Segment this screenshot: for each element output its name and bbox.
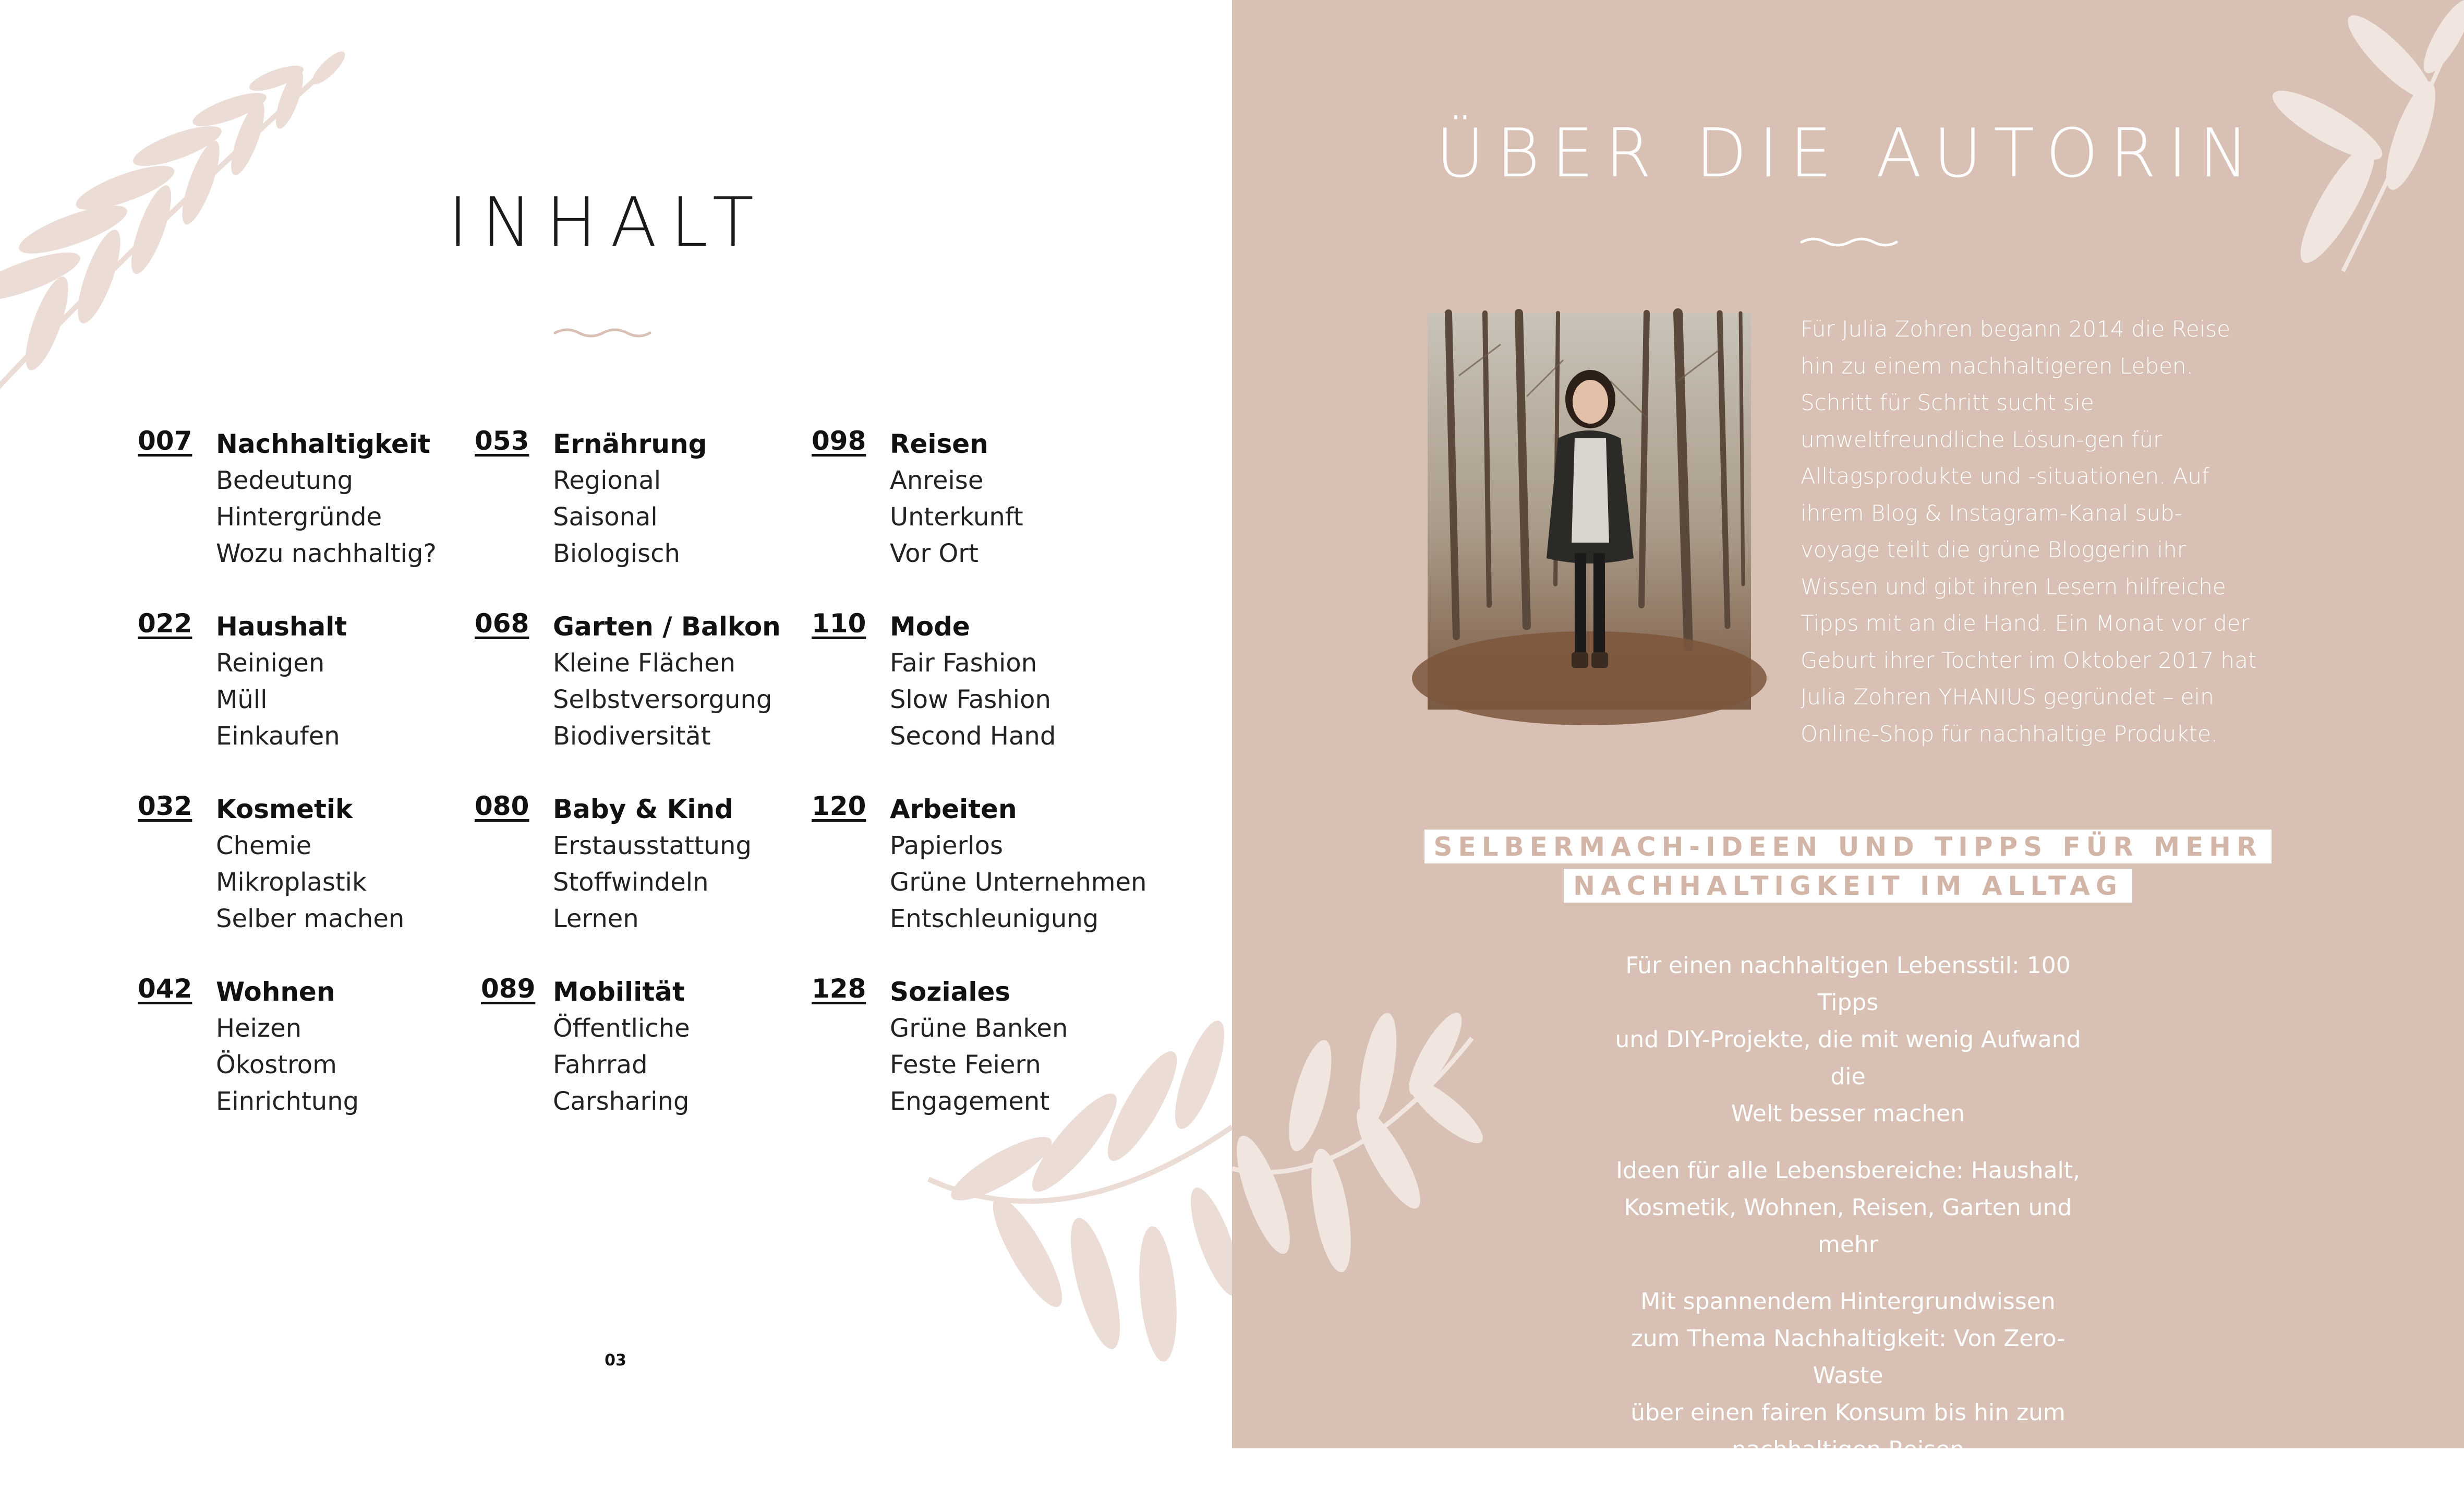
toc-subitem: Erstausstattung <box>553 831 752 860</box>
toc-page-number[interactable]: 053 <box>475 426 529 456</box>
toc-subitem: Grüne Banken <box>890 1014 1068 1043</box>
toc-subitem: Bedeutung <box>216 466 354 495</box>
toc-subitem: Biodiversität <box>553 722 711 751</box>
highlight-band <box>1232 830 2464 903</box>
toc-subitem: Second Hand <box>890 722 1056 751</box>
toc-heading: Nachhaltigkeit <box>216 429 430 459</box>
toc-subitem: Biologisch <box>553 539 680 568</box>
toc-subitem: Mikroplastik <box>216 868 367 897</box>
toc-page-number[interactable]: 089 <box>481 974 536 1004</box>
toc-page-number[interactable]: 007 <box>138 426 192 456</box>
highlight-band-line: NACHHALTIGKEIT IM ALLTAG <box>1564 869 2132 903</box>
toc-heading: Garten / Balkon <box>553 611 781 642</box>
toc-subitem: Kleine Flächen <box>553 649 736 678</box>
toc-heading: Wohnen <box>216 977 335 1007</box>
wave-divider-icon <box>553 327 652 339</box>
toc-subitem: Saisonal <box>553 502 658 532</box>
toc-heading: Haushalt <box>216 611 347 642</box>
toc-subitem: Entschleunigung <box>890 904 1099 933</box>
highlight-band-line: SELBERMACH-IDEEN UND TIPPS FÜR MEHR <box>1424 830 2272 863</box>
page-title: INHALT <box>448 183 768 262</box>
toc-heading: Arbeiten <box>890 794 1017 824</box>
toc-subitem: Engagement <box>890 1087 1050 1116</box>
toc-subitem: Hintergründe <box>216 502 382 532</box>
feature-list <box>1232 947 2464 1488</box>
toc-subitem: Carsharing <box>553 1087 690 1116</box>
toc-subitem: Grüne Unternehmen <box>890 868 1147 897</box>
right-page <box>1232 0 2464 1463</box>
toc-page-number[interactable]: 128 <box>812 974 866 1004</box>
toc-subitem: Müll <box>216 685 268 714</box>
toc-heading: Mobilität <box>553 977 685 1007</box>
toc-page-number[interactable]: 098 <box>812 426 866 456</box>
toc-subitem: Slow Fashion <box>890 685 1051 714</box>
toc-heading: Soziales <box>890 977 1011 1007</box>
author-photo <box>1428 313 1751 710</box>
toc-subitem: Selber machen <box>216 904 405 933</box>
toc-subitem: Feste Feiern <box>890 1050 1041 1079</box>
page-number: 03 <box>605 1351 626 1370</box>
toc-heading: Ernährung <box>553 429 707 459</box>
toc-heading: Kosmetik <box>216 794 353 824</box>
author-bio: Für Julia Zohren begann 2014 die Reise hin zu einem nachhaltigeren Leben. Schritt für Schritt sucht sie umweltfreundliche Lösun-gen für Alltagsprodukte und -situationen. Auf ihrem Blog & Instagram-Kanal sub-voyage teilt die grüne Bloggerin ihr Wissen und gibt ihren Lesern hilfreiche Tipps mit an die Hand. Ein Monat vor der Geburt ihrer Tochter im Oktober 2017 hat Julia Zohren YHANIUS gegründet – ein Online-Shop für nachhaltige Produkte. <box>1801 316 2257 747</box>
toc-subitem: Chemie <box>216 831 312 860</box>
toc-subitem: Anreise <box>890 466 984 495</box>
feature-item: Für einen nachhaltigen Lebensstil: 100 Tipps und DIY-Projekte, die mit wenig Aufwand die Welt besser machen <box>1615 952 2081 1127</box>
toc-subitem: Vor Ort <box>890 539 979 568</box>
toc-subitem: Unterkunft <box>890 502 1023 532</box>
toc-page-number[interactable]: 068 <box>475 608 529 639</box>
toc-subitem: Stoffwindeln <box>553 868 709 897</box>
toc-subitem: Ökostrom <box>216 1050 337 1079</box>
section-title: ÜBER DIE AUTORIN <box>1435 115 2261 193</box>
feature-item: Ideen für alle Lebensbereiche: Haushalt, Kosmetik, Wohnen, Reisen, Garten und mehr <box>1615 1157 2080 1258</box>
toc-page-number[interactable]: 042 <box>138 974 192 1004</box>
toc-subitem: Öffentliche <box>553 1014 690 1043</box>
toc-subitem: Papierlos <box>890 831 1003 860</box>
toc-subitem: Regional <box>553 466 661 495</box>
toc-page-number[interactable]: 120 <box>812 791 866 821</box>
left-page <box>0 0 1232 1448</box>
toc-page-number[interactable]: 080 <box>475 791 529 821</box>
toc-page-number[interactable]: 022 <box>138 608 192 639</box>
wave-divider-icon <box>1799 236 1899 248</box>
toc-subitem: Heizen <box>216 1014 302 1043</box>
toc-subitem: Wozu nachhaltig? <box>216 539 437 568</box>
toc-subitem: Einrichtung <box>216 1087 359 1116</box>
toc-subitem: Reinigen <box>216 649 325 678</box>
toc-subitem: Lernen <box>553 904 639 933</box>
toc-heading: Baby & Kind <box>553 794 733 824</box>
toc-heading: Mode <box>890 611 970 642</box>
toc-subitem: Selbstversorgung <box>553 685 772 714</box>
toc-heading: Reisen <box>890 429 988 459</box>
toc-page-number[interactable]: 110 <box>812 608 866 639</box>
toc-subitem: Fahrrad <box>553 1050 648 1079</box>
toc-subitem: Einkaufen <box>216 722 340 751</box>
toc-subitem: Fair Fashion <box>890 649 1037 678</box>
feature-item: Mit spannendem Hintergrundwissen zum Thema Nachhaltigkeit: Von Zero-Waste über einen fairen Konsum bis hin zum nachhaltigen Reisen <box>1630 1288 2066 1463</box>
toc-page-number[interactable]: 032 <box>138 791 192 821</box>
